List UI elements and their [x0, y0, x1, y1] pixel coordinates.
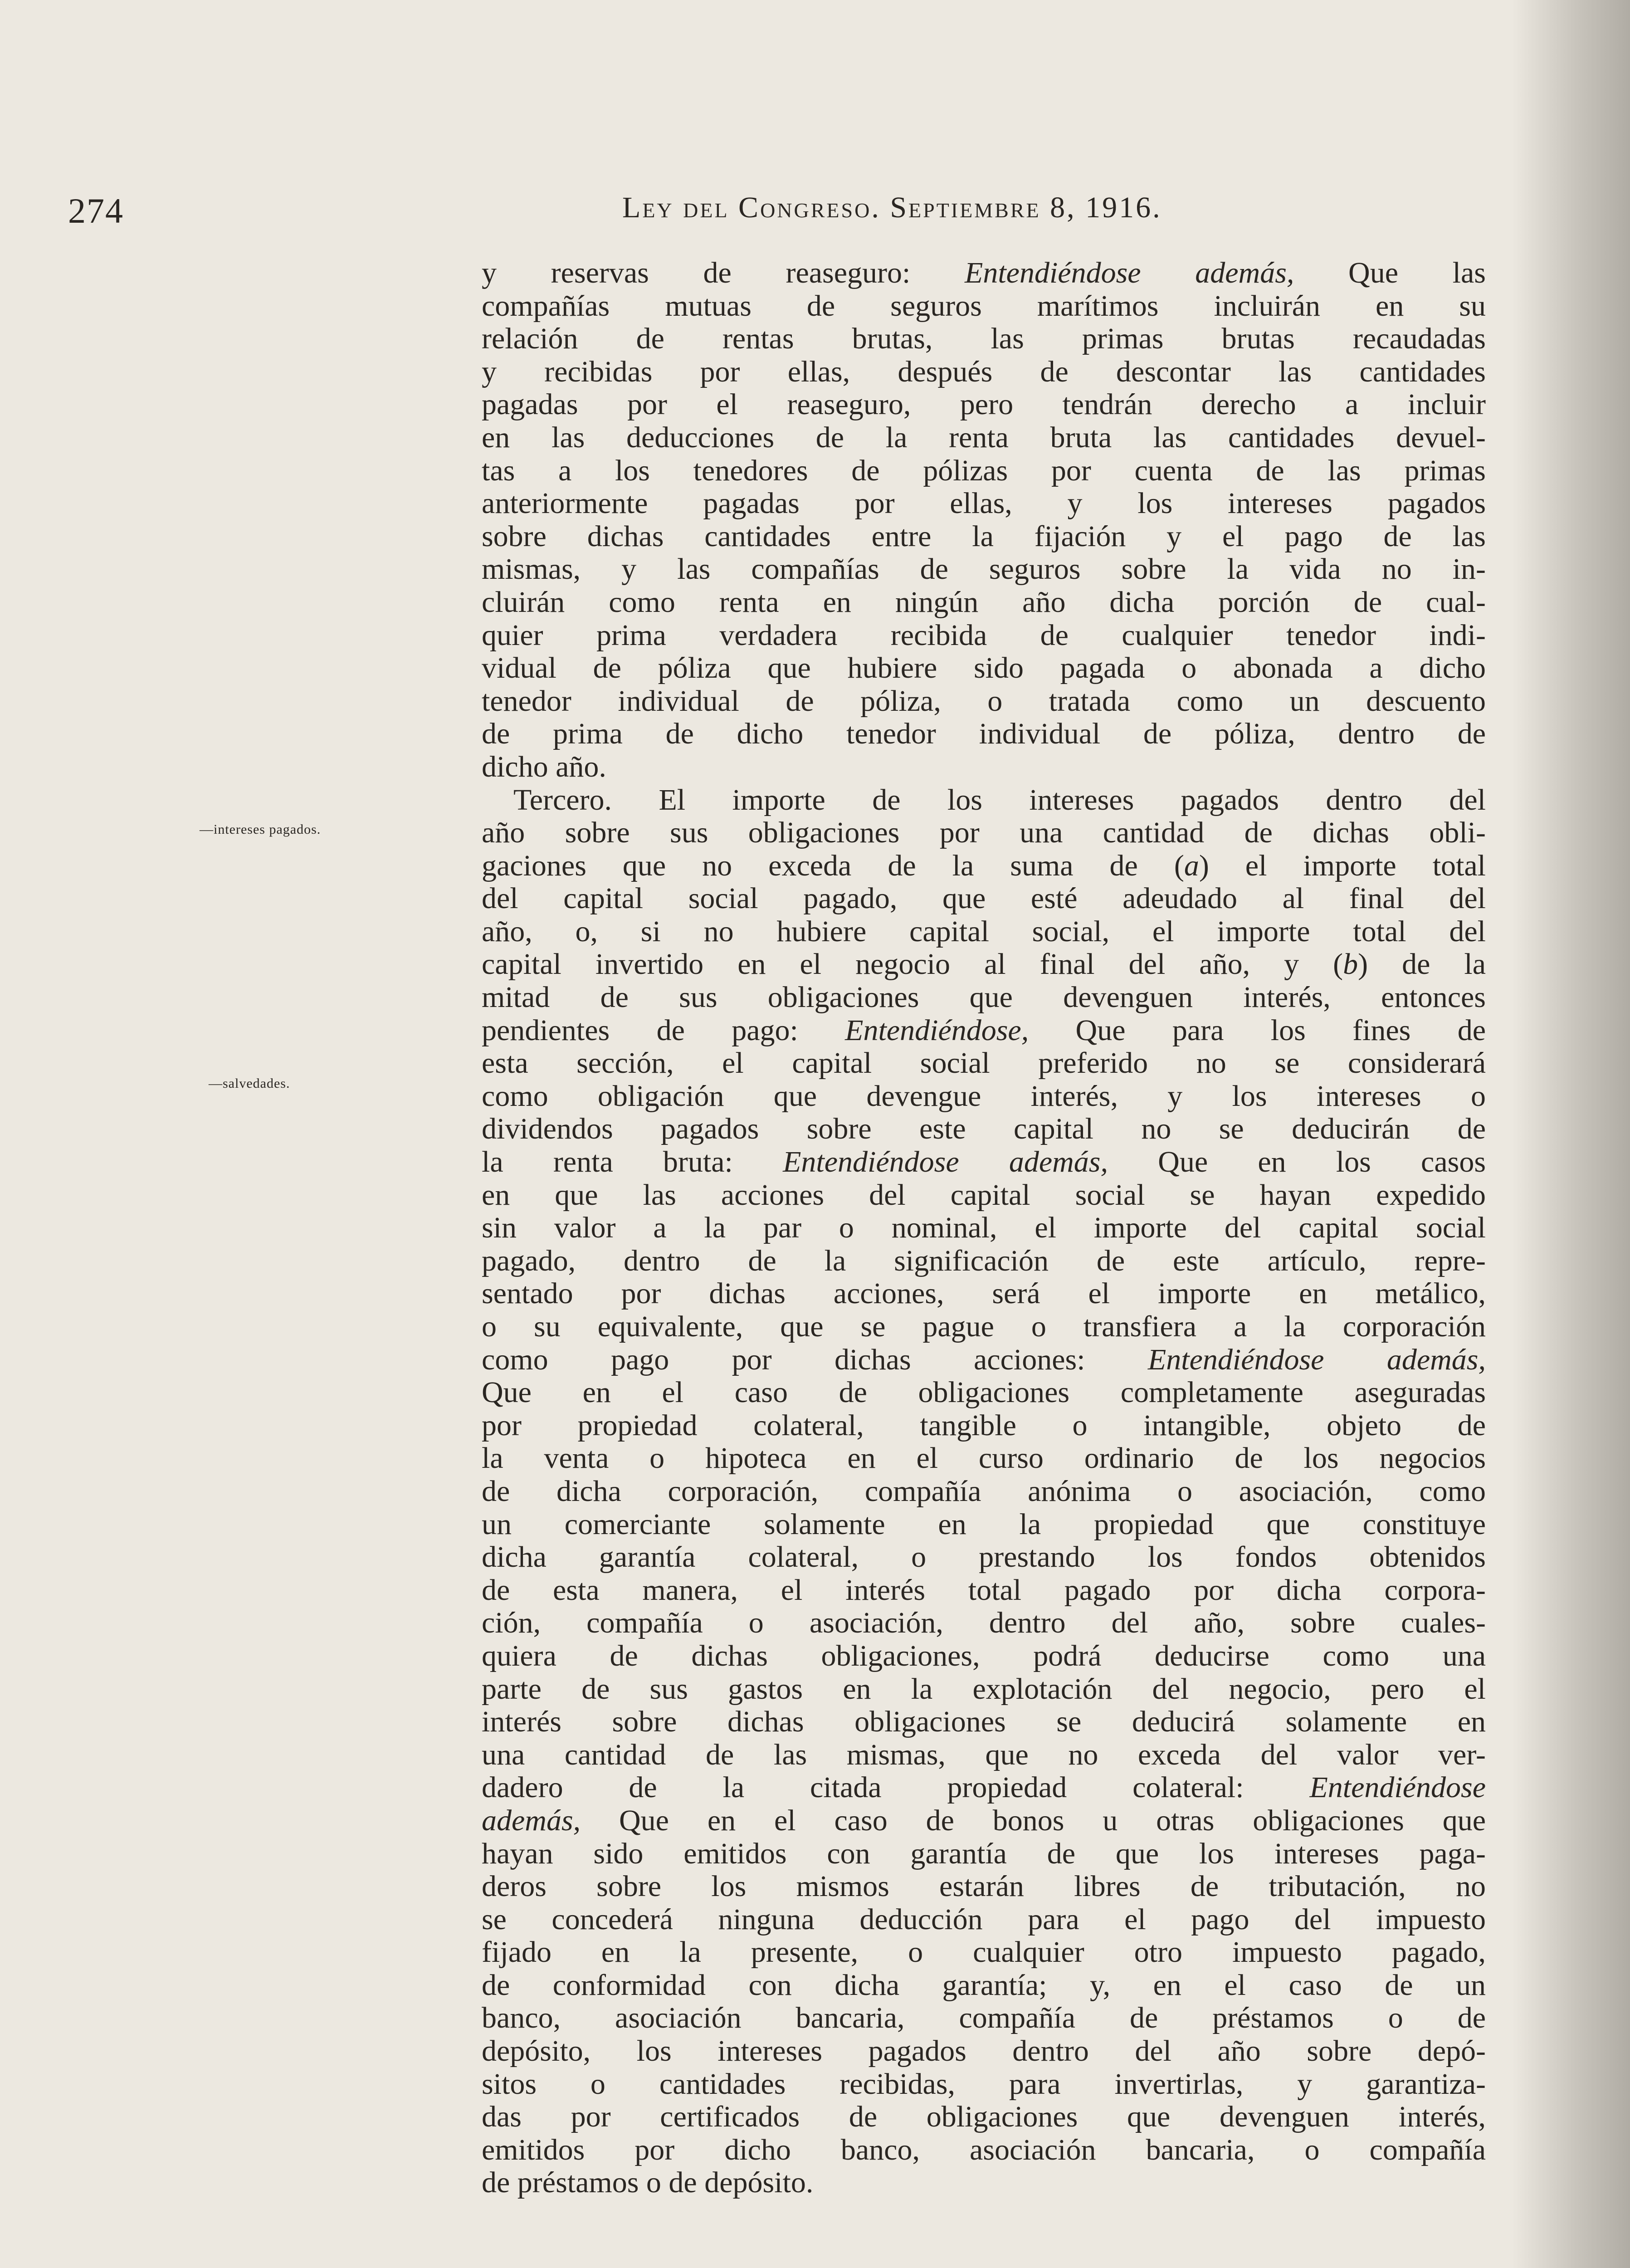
text-line: [482, 816, 1486, 850]
text-segment: por propiedad colateral, tangible o intangible, objeto de: [482, 1408, 1486, 1442]
text-segment: y reservas de reaseguro:: [482, 256, 965, 289]
running-head: Ley del Congreso. Septiembre 8, 1916.: [622, 191, 1162, 224]
text-line: [482, 1475, 1486, 1508]
text-line: [482, 421, 1486, 455]
text-line: [482, 1903, 1486, 1936]
text-segment: en las deducciones de la renta bruta las cantidades devuel-: [482, 420, 1486, 454]
text-segment: dadero de la citada propiedad colateral:: [482, 1771, 1310, 1804]
text-segment: dividendos pagados sobre este capital no se deducirán de: [482, 1112, 1486, 1146]
text-segment: mismas, y las compañías de seguros sobre la vida no in-: [482, 552, 1486, 586]
italic-phrase: a: [1184, 849, 1199, 882]
text-line: [482, 1146, 1486, 1179]
text-segment: ción, compañía o asociación, dentro del año, sobre cuales-: [482, 1606, 1486, 1640]
text-segment: Que las: [1294, 256, 1486, 289]
text-line: [482, 1640, 1486, 1673]
text-line: [482, 882, 1486, 915]
text-line: [482, 455, 1486, 488]
text-line: [482, 784, 1486, 817]
text-segment: del capital social pagado, que esté adeudado al final del: [482, 882, 1486, 915]
text-line: [482, 1080, 1486, 1113]
text-line: [482, 1838, 1486, 1871]
text-segment: esta sección, el capital social preferido no se considerará: [482, 1046, 1486, 1080]
text-line: [482, 1739, 1486, 1772]
text-segment: tenedor individual de póliza, o tratada como un descuento: [482, 684, 1486, 718]
text-line: [482, 652, 1486, 685]
text-segment: Tercero. El importe de los intereses pagados dentro del: [513, 783, 1486, 816]
text-segment: depósito, los intereses pagados dentro del año sobre depó-: [482, 2034, 1486, 2068]
text-segment: vidual de póliza que hubiere sido pagada o abonada a dicho: [482, 651, 1486, 685]
text-line: [482, 915, 1486, 948]
text-line: [482, 1047, 1486, 1080]
italic-phrase: Entendiéndose además,: [783, 1145, 1108, 1179]
text-segment: Que en el caso de bonos u otras obligaciones que: [581, 1804, 1486, 1837]
text-segment: parte de sus gastos en la explotación del negocio, pero el: [482, 1672, 1486, 1706]
text-segment: fijado en la presente, o cualquier otro impuesto pagado,: [482, 1936, 1486, 1969]
text-segment: año, o, si no hubiere capital social, el importe total del: [482, 914, 1486, 948]
text-segment: emitidos por dicho banco, asociación bancaria, o compañía: [482, 2133, 1486, 2166]
text-line: [482, 948, 1486, 981]
text-segment: sobre dichas cantidades entre la fijación y el pago de las: [482, 519, 1486, 553]
margin-note-intereses: —intereses pagados.: [200, 822, 321, 837]
text-segment: una cantidad de las mismas, que no exceda del valor ver-: [482, 1738, 1486, 1771]
italic-phrase: b: [1343, 948, 1358, 981]
text-line: [482, 487, 1486, 520]
text-line: [482, 1706, 1486, 1739]
text-line: [482, 1310, 1486, 1344]
text-line: [482, 1442, 1486, 1475]
text-segment: gaciones que no exceda de la suma de (: [482, 849, 1184, 882]
text-segment: sin valor a la par o nominal, el importe del capital social: [482, 1211, 1486, 1245]
italic-phrase: Entendiéndose además,: [1147, 1343, 1486, 1376]
text-line: [482, 2002, 1486, 2035]
text-line: [482, 2134, 1486, 2167]
text-segment: banco, asociación bancaria, compañía de préstamos o de: [482, 2001, 1486, 2035]
margin-note-salvedades: —salvedades.: [209, 1076, 290, 1091]
text-segment: capital invertido en el negocio al final del año, y (: [482, 948, 1343, 981]
italic-phrase: además,: [482, 1804, 581, 1837]
text-line: [482, 2068, 1486, 2101]
text-line: [482, 1113, 1486, 1146]
page-number: 274: [68, 191, 124, 230]
text-segment: dicha garantía colateral, o prestando los fondos obtenidos: [482, 1540, 1486, 1574]
text-line: [482, 1344, 1486, 1377]
text-segment: pagado, dentro de la significación de este artículo, repre-: [482, 1244, 1486, 1277]
text-segment: de préstamos o de depósito.: [482, 2166, 814, 2200]
text-line: [482, 323, 1486, 356]
text-segment: Que en el caso de obligaciones completamente aseguradas: [482, 1376, 1486, 1409]
text-line: [482, 586, 1486, 619]
text-segment: como pago por dichas acciones:: [482, 1343, 1148, 1376]
text-segment: de conformidad con dicha garantía; y, en el caso de un: [482, 1968, 1486, 2002]
text-segment: sitos o cantidades recibidas, para invertirlas, y garantiza-: [482, 2067, 1486, 2101]
text-line: [482, 520, 1486, 553]
text-line: [482, 1607, 1486, 1640]
text-line: [482, 1245, 1486, 1278]
text-line: [482, 1673, 1486, 1706]
text-segment: de prima de dicho tenedor individual de póliza, dentro de: [482, 717, 1486, 751]
text-segment: dicho año.: [482, 750, 606, 783]
text-segment: pendientes de pago:: [482, 1013, 845, 1047]
text-line: [482, 1212, 1486, 1245]
text-segment: das por certificados de obligaciones que devenguen interés,: [482, 2100, 1486, 2134]
text-line: [482, 1409, 1486, 1442]
text-line: [482, 1541, 1486, 1574]
text-segment: deros sobre los mismos estarán libres de tributación, no: [482, 1870, 1486, 1903]
text-line: [482, 1376, 1486, 1409]
text-line: [482, 356, 1486, 389]
text-segment: compañías mutuas de seguros marítimos incluirán en su: [482, 289, 1486, 323]
text-segment: anteriormente pagadas por ellas, y los intereses pagados: [482, 487, 1486, 520]
text-segment: ) de la: [1358, 948, 1486, 981]
text-line: [482, 2101, 1486, 2134]
text-line: [482, 1804, 1486, 1838]
text-segment: interés sobre dichas obligaciones se deducirá solamente en: [482, 1705, 1486, 1739]
text-segment: Que en los casos: [1108, 1145, 1486, 1179]
italic-phrase: Entendiéndose,: [845, 1013, 1029, 1047]
text-line: [482, 1969, 1486, 2002]
text-line: [482, 2166, 1486, 2200]
text-segment: se concederá ninguna deducción para el pago del impuesto: [482, 1902, 1486, 1936]
text-segment: Que para los fines de: [1029, 1013, 1486, 1047]
italic-phrase: Entendiéndose además,: [965, 256, 1294, 289]
text-segment: la venta o hipoteca en el curso ordinario de los negocios: [482, 1442, 1486, 1475]
text-line: [482, 553, 1486, 586]
text-line: [482, 1574, 1486, 1607]
text-segment: hayan sido emitidos con garantía de que los intereses paga-: [482, 1837, 1486, 1870]
text-segment: como obligación que devengue interés, y los intereses o: [482, 1079, 1486, 1113]
text-segment: de esta manera, el interés total pagado por dicha corpora-: [482, 1573, 1486, 1607]
text-segment: pagadas por el reaseguro, pero tendrán derecho a incluir: [482, 388, 1486, 421]
text-line: [482, 619, 1486, 652]
text-segment: relación de rentas brutas, las primas brutas recaudadas: [482, 322, 1486, 356]
text-line: [482, 718, 1486, 751]
text-segment: quier prima verdadera recibida de cualquier tenedor indi-: [482, 618, 1486, 652]
text-line: [482, 981, 1486, 1014]
text-segment: ) el importe total: [1199, 849, 1486, 882]
text-line: [482, 290, 1486, 323]
text-line: [482, 1870, 1486, 1903]
text-segment: tas a los tenedores de pólizas por cuenta de las primas: [482, 454, 1486, 487]
text-line: [482, 1277, 1486, 1310]
text-segment: quiera de dichas obligaciones, podrá deducirse como una: [482, 1639, 1486, 1672]
text-line: [482, 1508, 1486, 1541]
italic-phrase: Entendiéndose: [1309, 1771, 1486, 1804]
text-line: [482, 388, 1486, 421]
text-line: [482, 685, 1486, 718]
text-line: [482, 2035, 1486, 2068]
text-line: [482, 1179, 1486, 1212]
text-segment: cluirán como renta en ningún año dicha porción de cual-: [482, 585, 1486, 619]
text-segment: año sobre sus obligaciones por una cantidad de dichas obli-: [482, 816, 1486, 850]
text-segment: de dicha corporación, compañía anónima o asociación, como: [482, 1474, 1486, 1508]
text-line: [482, 751, 1486, 784]
text-segment: en que las acciones del capital social se hayan expedido: [482, 1178, 1486, 1212]
text-line: [482, 850, 1486, 883]
text-segment: la renta bruta:: [482, 1145, 783, 1179]
text-segment: un comerciante solamente en la propiedad que constituye: [482, 1507, 1486, 1541]
text-line: [482, 1771, 1486, 1804]
body-text: [482, 257, 1486, 2200]
text-segment: y recibidas por ellas, después de descontar las cantidades: [482, 355, 1486, 388]
text-line: [482, 1014, 1486, 1047]
text-line: [482, 257, 1486, 290]
page-edge-shadow: [1512, 0, 1630, 2268]
text-segment: o su equivalente, que se pague o transfiera a la corporación: [482, 1310, 1486, 1343]
text-segment: mitad de sus obligaciones que devenguen interés, entonces: [482, 981, 1486, 1014]
text-line: [482, 1936, 1486, 1969]
text-segment: sentado por dichas acciones, será el importe en metálico,: [482, 1277, 1486, 1310]
